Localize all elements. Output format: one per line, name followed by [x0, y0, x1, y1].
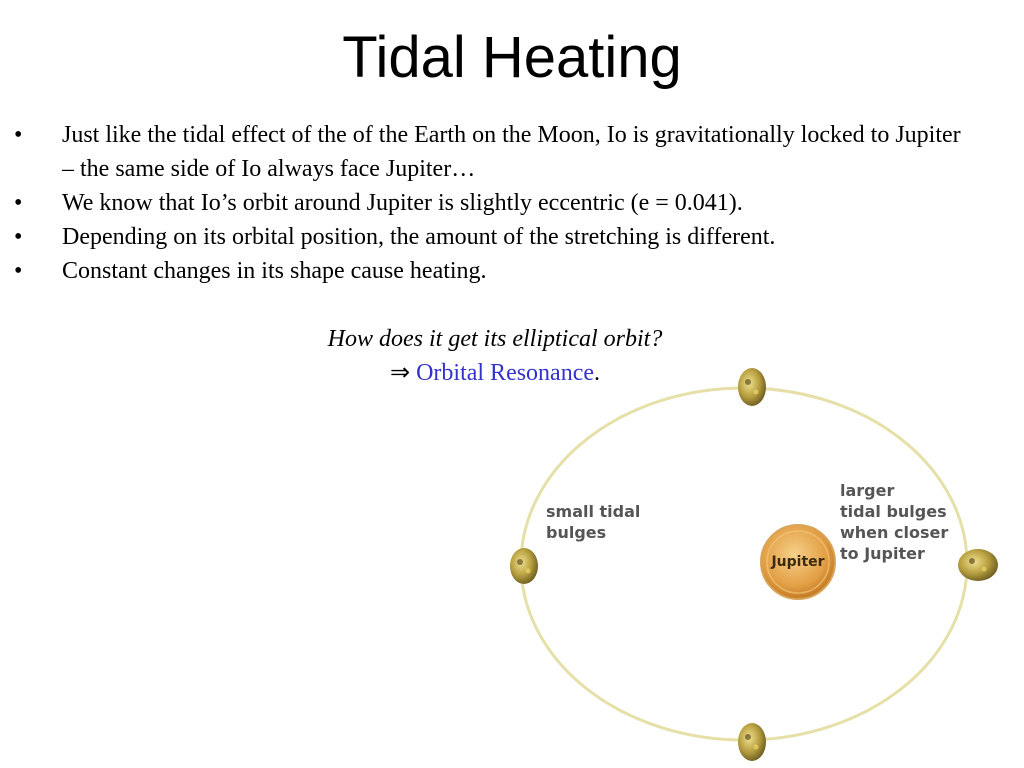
jupiter-label: Jupiter	[771, 554, 825, 570]
larger-tidal-bulges-label: larger tidal bulges when closer to Jupiter	[840, 481, 949, 563]
implies-arrow-icon: ⇒	[389, 360, 411, 386]
io-moon-right	[958, 549, 998, 581]
bullet-text: Just like the tidal effect of the of the Earth on the Moon, Io is gravitationally locked to Jupiter – the same side of Io always face Jupiter…	[62, 122, 961, 182]
bullet-text: Depending on its orbital position, the amount of the stretching is different.	[62, 224, 776, 250]
bullet-symbol: •	[14, 122, 23, 148]
bullet-item	[14, 220, 974, 254]
question-text: How does it get its elliptical orbit?	[327, 326, 663, 352]
orbit-ellipse	[521, 388, 967, 740]
answer-period: .	[594, 360, 601, 386]
io-moon-left	[510, 548, 538, 584]
bullet-symbol: •	[14, 224, 23, 250]
orbital-resonance-link[interactable]: Orbital Resonance	[416, 360, 595, 386]
bullet-text: We know that Io’s orbit around Jupiter is slightly eccentric (e = 0.041).	[62, 190, 743, 216]
io-moon-bottom	[738, 723, 766, 761]
slide-title: Tidal Heating	[342, 25, 682, 90]
bullet-item	[14, 254, 974, 288]
io-orbit-diagram	[490, 360, 1024, 768]
bullet-symbol: •	[14, 258, 23, 284]
bullet-symbol: •	[14, 190, 23, 216]
bullet-item	[14, 118, 974, 186]
bullet-list	[14, 118, 974, 288]
bullet-text: Constant changes in its shape cause heating.	[62, 258, 487, 284]
small-tidal-bulges-label: small tidal bulges	[546, 502, 641, 542]
io-moon-top	[738, 368, 766, 406]
orbit-diagram-graphic	[490, 360, 1024, 768]
bullet-item	[14, 186, 974, 220]
